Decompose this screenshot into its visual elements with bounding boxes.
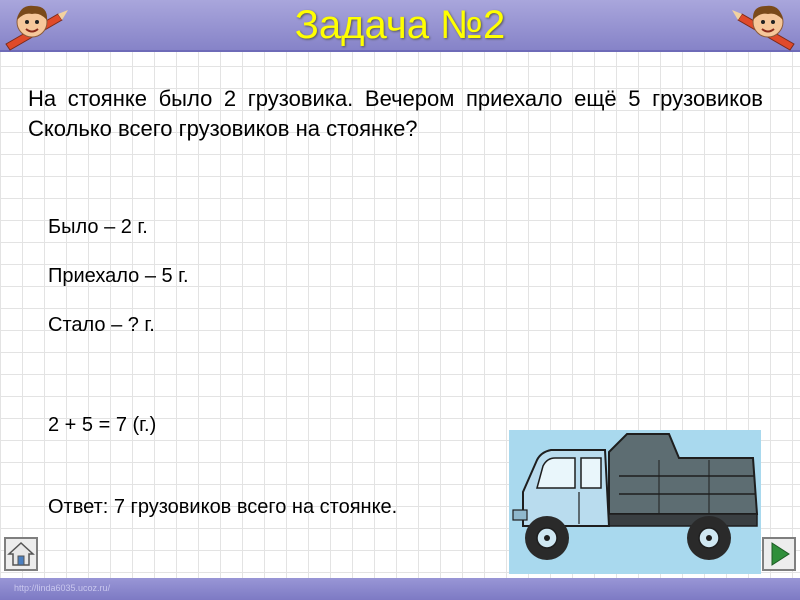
slide-footer [0,578,800,600]
dump-truck-illustration [509,430,761,574]
home-icon [6,539,36,569]
given-arrived-line: Приехало – 5 г. [48,265,189,287]
home-button[interactable] [4,537,38,571]
dump-truck-icon [509,430,761,574]
unknown-total-line: Стало – ? г. [48,314,155,336]
next-arrow-icon [764,539,794,569]
answer-line: Ответ: 7 грузовиков всего на стоянке. [48,496,398,518]
footer-url: http://linda6035.ucoz.ru/ [14,583,111,593]
problem-text: На стоянке было 2 грузовика. Вечером приехало ещё 5 грузовиков Сколько всего грузовиков на стоянке? [28,86,763,141]
solution-equation: 2 + 5 = 7 (г.) [48,414,157,436]
given-start-line: Было – 2 г. [48,216,148,238]
slide-title: Задача №2 [294,3,506,47]
next-slide-button[interactable] [762,537,796,571]
